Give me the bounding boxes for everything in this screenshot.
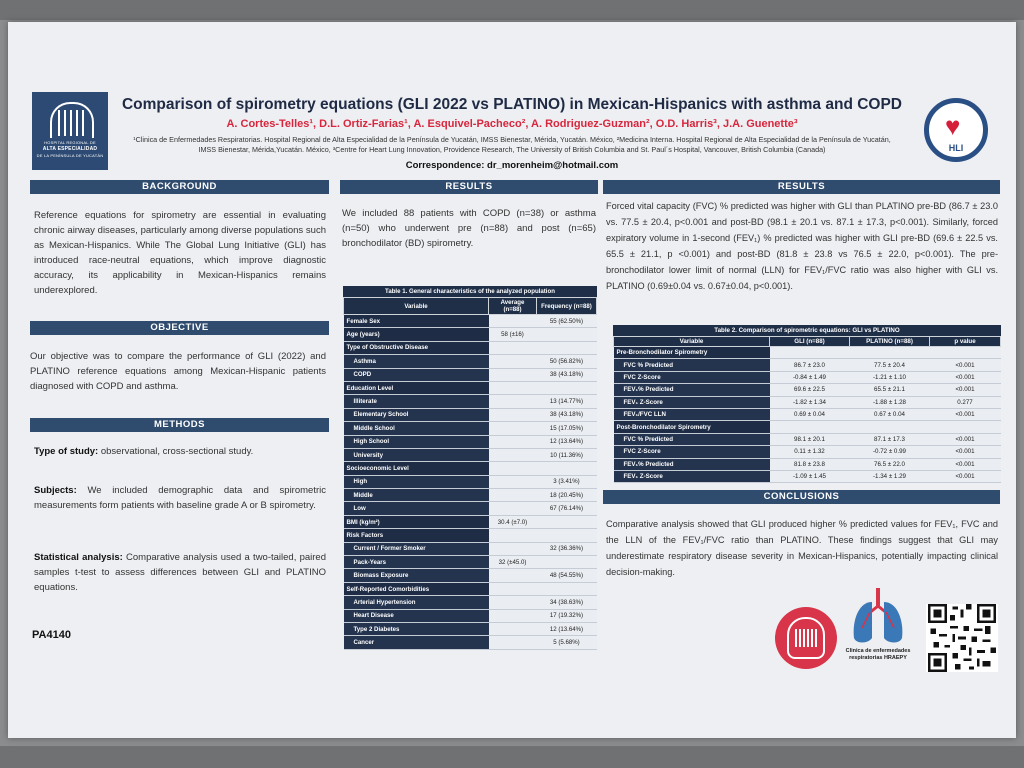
correspondence: Correspondence: dr_morenheim@hotmail.com — [405, 160, 619, 171]
table1-cell-avg — [489, 542, 537, 555]
results-text-1: We included 88 patients with COPD (n=38) or asthma (n=50) who underwent pre (n=88) and post (n=65) bronchodilator (BD) spirometry. — [342, 208, 596, 249]
table1-cell-avg — [489, 475, 537, 488]
table1-row — [344, 529, 597, 542]
table1-cell-freq: 34 (38.63%) — [537, 596, 597, 609]
table1-cell-freq: 17 (19.32%) — [537, 609, 597, 622]
table1-row — [344, 315, 597, 328]
table-spirometry — [613, 325, 1001, 483]
table1-row — [344, 395, 597, 408]
table1-cell-freq: 15 (17.05%) — [537, 422, 597, 435]
table2-row — [614, 384, 1001, 396]
table2-col-platino: PLATINO (n=88) — [850, 337, 930, 347]
table1-cell-label: Middle School — [344, 422, 489, 435]
table2-cell-plat — [850, 421, 930, 433]
table1-cell-avg — [489, 408, 537, 421]
table2-cell-label: Pre-Bronchodilator Spirometry — [614, 347, 770, 359]
table2-cell-gli: -0.84 ± 1.49 — [770, 371, 850, 383]
poster — [8, 22, 1016, 738]
table1-cell-freq — [537, 328, 597, 341]
table1-col-frequency: Frequency (n=88) — [537, 298, 597, 315]
methods-subjects-text: We included demographic data and spirometric measurements form patients with baseline grade A or B spirometry. — [34, 485, 326, 511]
table1-col-variable: Variable — [344, 298, 489, 315]
background-header: BACKGROUND — [30, 180, 329, 194]
table2-cell-p: <0.001 — [930, 433, 1001, 445]
table2-cell-gli: 0.11 ± 1.32 — [770, 446, 850, 458]
table1-cell-freq: 10 (11.36%) — [537, 448, 597, 461]
table2-cell-gli — [770, 421, 850, 433]
table1-row — [344, 596, 597, 609]
table1-cell-freq: 55 (62.50%) — [537, 315, 597, 328]
table1-row — [344, 341, 597, 354]
table1-cell-label: Type 2 Diabetes — [344, 622, 489, 635]
table1-cell-avg — [489, 462, 537, 475]
table1-cell-freq — [537, 462, 597, 475]
table1-cell-freq: 32 (36.36%) — [537, 542, 597, 555]
table2-row — [614, 421, 1001, 433]
heart-icon: ♥ — [945, 111, 961, 141]
poster-title: Comparison of spirometry equations (GLI 2022 vs PLATINO) in Mexican-Hispanics with asthma and COPD — [121, 96, 903, 113]
table1-cell-label: Female Sex — [344, 315, 489, 328]
table2-cell-gli: -1.09 ± 1.45 — [770, 470, 850, 482]
table1-cell-avg — [489, 609, 537, 622]
table1-row — [344, 381, 597, 394]
table1-cell-freq: 38 (43.18%) — [537, 408, 597, 421]
table2-row — [614, 347, 1001, 359]
table1-row — [344, 556, 597, 569]
table1-cell-freq: 18 (20.45%) — [537, 489, 597, 502]
table2-cell-plat: -1.21 ± 1.10 — [850, 371, 930, 383]
table2-cell-plat: 87.1 ± 17.3 — [850, 433, 930, 445]
results-header-2: RESULTS — [603, 180, 1000, 194]
table1-cell-freq: 50 (56.82%) — [537, 355, 597, 368]
table2-cell-label: FVC % Predicted — [614, 359, 770, 371]
methods-study — [34, 444, 326, 459]
table2-cell-gli — [770, 347, 850, 359]
table1-cell-avg — [489, 529, 537, 542]
table2-row — [614, 470, 1001, 482]
table1-cell-freq: 12 (13.64%) — [537, 622, 597, 635]
methods-stats — [34, 550, 326, 595]
table2-cell-label: FVC Z-Score — [614, 371, 770, 383]
table1-cell-avg — [489, 341, 537, 354]
table1-cell-label: Pack-Years — [344, 556, 489, 569]
table1-cell-avg: 58 (±16) — [489, 328, 537, 341]
table1-cell-label: Self-Reported Comorbidities — [344, 582, 489, 595]
table2-caption: Table 2. Comparison of spirometric equations: GLI vs PLATINO — [613, 325, 1001, 336]
table1-row — [344, 515, 597, 528]
methods-stats-text: Comparative analysis used a two-tailed, paired samples t-test to assess differences between GLI and PLATINO equations. — [34, 552, 327, 593]
table2-cell-label: FEV₁/FVC LLN — [614, 408, 770, 420]
table1-cell-label: COPD — [344, 368, 489, 381]
methods-study-label: Type of study: — [34, 446, 99, 457]
table2-col-p: p value — [930, 337, 1001, 347]
table2-cell-p: 0.277 — [930, 396, 1001, 408]
table1-cell-avg — [489, 355, 537, 368]
table1-row — [344, 422, 597, 435]
table2-cell-gli: 81.8 ± 23.8 — [770, 458, 850, 470]
table1-cell-freq — [537, 515, 597, 528]
table1-col-average: Average (n=88) — [489, 298, 537, 315]
table2-row — [614, 371, 1001, 383]
table1-row — [344, 636, 597, 649]
table1-row — [344, 569, 597, 582]
table2-cell-gli: -1.82 ± 1.34 — [770, 396, 850, 408]
table1-row — [344, 475, 597, 488]
table2-cell-plat: -0.72 ± 0.99 — [850, 446, 930, 458]
table2-cell-p: <0.001 — [930, 408, 1001, 420]
spirometry-lab-logo — [775, 607, 837, 669]
table1-cell-freq: 13 (14.77%) — [537, 395, 597, 408]
table2-cell-label: FVC Z-Score — [614, 446, 770, 458]
table1-cell-avg — [489, 596, 537, 609]
table1-cell-avg — [489, 622, 537, 635]
table1-cell-freq — [537, 582, 597, 595]
objective-header: OBJECTIVE — [30, 321, 329, 335]
table1-cell-avg — [489, 448, 537, 461]
table1-cell-freq: 67 (76.14%) — [537, 502, 597, 515]
conclusions-text: Comparative analysis showed that GLI produced higher % predicted values for FEV₁, FVC and the LLN of the FEV₁/FVC ratio than PLATINO. These findings suggest that GLI may underestimate respiratory disease severity in Mexican-Hispanics, potentially impacting clinical decision-making. — [606, 519, 998, 577]
table1-cell-label: University — [344, 448, 489, 461]
table2-cell-plat: 76.5 ± 22.0 — [850, 458, 930, 470]
table1-row — [344, 502, 597, 515]
table1-cell-label: Illiterate — [344, 395, 489, 408]
table2-cell-p: <0.001 — [930, 458, 1001, 470]
table2-cell-gli: 0.69 ± 0.04 — [770, 408, 850, 420]
table1-cell-label: Arterial Hypertension — [344, 596, 489, 609]
table2-cell-plat: 65.5 ± 21.1 — [850, 384, 930, 396]
table1-cell-freq: 3 (3.41%) — [537, 475, 597, 488]
table1-cell-freq: 48 (54.55%) — [537, 569, 597, 582]
table1-cell-avg — [489, 489, 537, 502]
table2-cell-plat: 77.5 ± 20.4 — [850, 359, 930, 371]
table2-row — [614, 408, 1001, 420]
table1-cell-label: Age (years) — [344, 328, 489, 341]
table1-cell-avg — [489, 315, 537, 328]
table1-row — [344, 609, 597, 622]
table2-cell-p: <0.001 — [930, 359, 1001, 371]
methods-study-text: observational, cross-sectional study. — [98, 446, 254, 457]
table2-cell-plat — [850, 347, 930, 359]
wall-bottom — [0, 746, 1024, 768]
table1-cell-label: Biomass Exposure — [344, 569, 489, 582]
lungs-icon — [848, 588, 908, 646]
table1-row — [344, 328, 597, 341]
table1-cell-label: BMI (kg/m²) — [344, 515, 489, 528]
table1-row — [344, 355, 597, 368]
table1-cell-label: Low — [344, 502, 489, 515]
table2-row — [614, 359, 1001, 371]
table1-row — [344, 368, 597, 381]
table1-cell-avg — [489, 395, 537, 408]
clinic-caption: Clinica de enfermedades respiratorias HRAEPY — [845, 648, 911, 661]
hli-logo — [924, 98, 988, 162]
table1-row — [344, 622, 597, 635]
table1-cell-avg — [489, 368, 537, 381]
wall-top — [0, 0, 1024, 20]
background-text: Reference equations for spirometry are essential in evaluating chronic airway diseases, particularly among diverse populations such as Mexican-Hispanics. While The Global Lung Initiative (GLI) has introduced race-neutral equations, which improve diagnostic accuracy, its applicability in Mexican-Hispanics remains underexplored. — [34, 210, 326, 296]
table1-cell-freq — [537, 529, 597, 542]
hli-logo-text: HLI — [948, 143, 964, 153]
table1-cell-avg — [489, 569, 537, 582]
table1-cell-label: High — [344, 475, 489, 488]
table1-cell-label: Heart Disease — [344, 609, 489, 622]
table1-row — [344, 408, 597, 421]
table1-cell-avg — [489, 582, 537, 595]
table1-cell-label: Education Level — [344, 381, 489, 394]
methods-subjects — [34, 483, 326, 513]
table1-cell-label: Elementary School — [344, 408, 489, 421]
table1-cell-avg — [489, 502, 537, 515]
table1-cell-label: Socioeconomic Level — [344, 462, 489, 475]
authors: A. Cortes-Telles¹, D.L. Ortiz-Farias¹, A. Esquivel-Pacheco², A. Rodriguez-Guzman², O.D. Harris³, J.A. Guenette³ — [226, 118, 798, 130]
table1-cell-freq — [537, 341, 597, 354]
table2-row — [614, 458, 1001, 470]
table1-cell-avg — [489, 422, 537, 435]
results-text-2: Forced vital capacity (FVC) % predicted was higher with GLI than PLATINO pre-BD (86.7 ± 23.0 vs. 77.5 ± 20.4, p<0.001 and post-BD (98.1 ± 20.1 vs. 87.1 ± 17.3, p<0.001). Similarly, forced expiratory volume in 1-second (FEV₁) % predicted was higher with GLI pre-BD (69.6 ± 22.5 vs. 65.5 ± 21.1, p <0.001) and post-BD (81.8 ± 23.8 vs 76.5 ± 22.0, p<0.001). The pre-bronchodilator lower limit of normal (LLN) for FEV₁/FVC ratio was also higher with GLI vs. PLATINO (0.69±0.04 vs. 0.67±0.04, p<0.001). — [606, 201, 998, 291]
table2-col-gli: GLI (n=88) — [770, 337, 850, 347]
table2-cell-gli: 86.7 ± 23.0 — [770, 359, 850, 371]
table1-caption: Table 1. General characteristics of the analyzed population — [343, 286, 597, 297]
table2-row — [614, 396, 1001, 408]
table2-cell-gli: 69.6 ± 22.5 — [770, 384, 850, 396]
conclusions-header: CONCLUSIONS — [603, 490, 1000, 504]
table-characteristics — [343, 286, 597, 650]
table2-row — [614, 446, 1001, 458]
table2-cell-gli: 98.1 ± 20.1 — [770, 433, 850, 445]
table2-cell-p: <0.001 — [930, 446, 1001, 458]
table1-cell-label: Asthma — [344, 355, 489, 368]
table1-cell-avg — [489, 435, 537, 448]
table1-cell-freq: 12 (13.64%) — [537, 435, 597, 448]
table1-cell-avg — [489, 636, 537, 649]
table2-cell-label: FEV₁% Predicted — [614, 384, 770, 396]
table1-row — [344, 582, 597, 595]
table2-col-variable: Variable — [614, 337, 770, 347]
affiliations: ¹Clinica de Enfermedades Respiratorias. Hospital Regional de Alta Especialidad de la Península de Yucatán, IMSS Bienestar, Mérida, Yucatán. México, ²Medicina Interna. Hospital Regional de Alta Especialidad de la Península de Yucatán, IMSS Bienestar, Mérida,Yucatán. México, ³Centre for Heart Lung Innovation, Providence Research, The University of British Columbia and St. Paul´s Hospital, Vancouver, British Columbia (Canada) — [133, 135, 891, 154]
table1-cell-avg: 32 (±45.0) — [489, 556, 537, 569]
methods-header: METHODS — [30, 418, 329, 432]
methods-stats-label: Statistical analysis: — [34, 552, 123, 563]
table1-row — [344, 435, 597, 448]
table2-cell-p: <0.001 — [930, 384, 1001, 396]
table1-row — [344, 462, 597, 475]
table1-cell-label: Current / Former Smoker — [344, 542, 489, 555]
table1-cell-freq — [537, 381, 597, 394]
table2-cell-label: FVC % Predicted — [614, 433, 770, 445]
objective-text: Our objective was to compare the performance of GLI (2022) and PLATINO reference equations among Mexican-Hispanic patients diagnosed with COPD and asthma. — [30, 351, 326, 392]
table2-cell-label: FEV₁ Z-Score — [614, 470, 770, 482]
table1-cell-label: High School — [344, 435, 489, 448]
table2-cell-p: <0.001 — [930, 470, 1001, 482]
table2-body — [614, 347, 1001, 483]
table1-cell-label: Middle — [344, 489, 489, 502]
table1-cell-label: Type of Obstructive Disease — [344, 341, 489, 354]
table2-cell-p — [930, 421, 1001, 433]
results-header-1: RESULTS — [340, 180, 598, 194]
table2-cell-plat: -1.88 ± 1.28 — [850, 396, 930, 408]
table1-row — [344, 489, 597, 502]
table1-cell-freq — [537, 556, 597, 569]
table1-cell-freq: 38 (43.18%) — [537, 368, 597, 381]
table2-cell-label: FEV₁% Predicted — [614, 458, 770, 470]
methods-subjects-label: Subjects: — [34, 485, 77, 496]
table1-cell-avg: 30.4 (±7.0) — [489, 515, 537, 528]
hospital-logo: HOSPITAL REGIONAL DE ALTA ESPECIALIDAD DE LA PENÍNSULA DE YUCATÁN — [32, 92, 108, 170]
poster-code: PA4140 — [32, 629, 71, 641]
table2-cell-plat: 0.67 ± 0.04 — [850, 408, 930, 420]
table2-cell-p: <0.001 — [930, 371, 1001, 383]
table1-row — [344, 448, 597, 461]
table1-cell-label: Risk Factors — [344, 529, 489, 542]
table1-body — [344, 315, 597, 650]
table2-cell-plat: -1.34 ± 1.29 — [850, 470, 930, 482]
table2-cell-label: Post-Bronchodilator Spirometry — [614, 421, 770, 433]
qr-code — [926, 604, 998, 672]
table1-cell-freq: 5 (5.68%) — [537, 636, 597, 649]
table1-row — [344, 542, 597, 555]
table1-cell-label: Cancer — [344, 636, 489, 649]
table2-cell-label: FEV₁ Z-Score — [614, 396, 770, 408]
table2-row — [614, 433, 1001, 445]
table2-cell-p — [930, 347, 1001, 359]
table1-cell-avg — [489, 381, 537, 394]
